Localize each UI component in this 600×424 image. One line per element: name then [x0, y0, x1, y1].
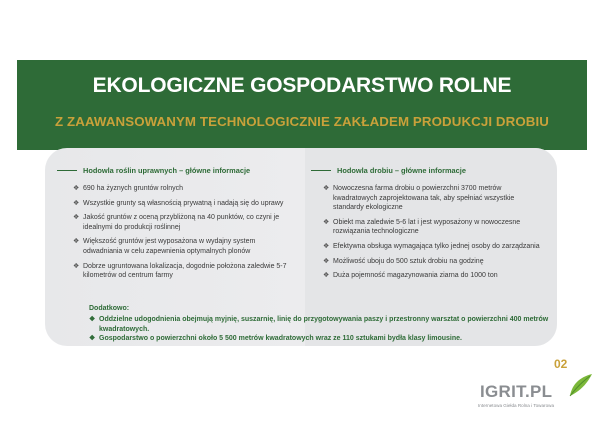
- left-column-heading: [57, 166, 250, 175]
- list-item-text: Duża pojemność magazynowania ziarna do 1000 ton: [333, 272, 498, 280]
- heading-rule: [57, 170, 77, 171]
- right-column-list: [323, 184, 543, 286]
- diamond-bullet-icon: ❖: [323, 218, 330, 226]
- list-item-text: Wszystkie grunty są własnością prywatną i nadają się do uprawy: [83, 199, 284, 207]
- page-number: 02: [554, 357, 568, 371]
- list-item-text: Dobrze ugruntowana lokalizacja, dogodnie położona zaledwie 5-7 kilometrów od centrum farmy: [83, 262, 287, 280]
- list-item-text: Możliwość uboju do 500 sztuk drobiu na godzinę: [333, 257, 484, 265]
- slide-subtitle: Z ZAAWANSOWANYM TECHNOLOGICZNIE ZAKŁADEM PRODUKCJI DROBIU: [55, 114, 549, 129]
- list-item-text: Jakość gruntów z oceną przybliżoną na 40 punktów, co czyni je idealnymi do produkcji roślinnej: [83, 214, 280, 231]
- list-item-text: 690 ha żyznych gruntów rolnych: [83, 185, 183, 192]
- additional-item-text: Gospodarstwo o powierzchni około 5 500 metrów kwadratowych wraz ze 110 sztukami bydła klasy limousine.: [99, 335, 462, 343]
- additional-heading: Dodatkowo:: [89, 305, 130, 312]
- list-item: [323, 184, 543, 213]
- diamond-bullet-icon: ❖: [89, 315, 96, 323]
- igrit-logo: [475, 372, 595, 412]
- list-item: [73, 213, 288, 232]
- list-item: [323, 242, 543, 252]
- list-item: [323, 257, 543, 267]
- diamond-bullet-icon: ❖: [323, 272, 330, 280]
- diamond-bullet-icon: ❖: [323, 257, 330, 265]
- additional-item: [89, 334, 549, 344]
- logo-tagline: Internetowa Giełda Rolna i Towarowa: [478, 403, 555, 408]
- diamond-bullet-icon: ❖: [73, 214, 80, 222]
- diamond-bullet-icon: ❖: [89, 335, 96, 343]
- list-item: [73, 262, 288, 281]
- list-item-text: Efektywna obsługa wymagająca tylko jednej osoby do zarządzania: [333, 242, 540, 250]
- diamond-bullet-icon: ❖: [73, 199, 80, 207]
- heading-rule: [311, 170, 331, 171]
- list-item-text: Nowoczesna farma drobiu o powierzchni 3700 metrów kwadratowych zaprojektowana tak, aby spełniać wszystkie standardy ekologiczne: [333, 185, 515, 212]
- diamond-bullet-icon: ❖: [323, 242, 330, 250]
- list-item: [73, 199, 288, 209]
- additional-info: [89, 304, 549, 344]
- right-heading-text: Hodowla drobiu – główne informacje: [337, 166, 466, 175]
- diamond-bullet-icon: ❖: [73, 262, 80, 270]
- left-heading-text: Hodowla roślin uprawnych – główne informacje: [83, 166, 251, 175]
- diamond-bullet-icon: ❖: [73, 185, 80, 192]
- list-item-text: Obiekt ma zaledwie 5-6 lat i jest wyposażony w nowoczesne rozwiązania technologiczne: [333, 218, 521, 236]
- slide-title: EKOLOGICZNE GOSPODARSTWO ROLNE: [92, 74, 512, 97]
- diamond-bullet-icon: ❖: [323, 185, 330, 192]
- list-item: [323, 218, 543, 237]
- right-column-heading: [311, 166, 466, 175]
- list-item: [73, 184, 288, 194]
- left-column-list: [73, 184, 288, 286]
- list-item-text: Większość gruntów jest wyposażona w wydajny system odwadniania w celu zapewnienia optymalnych plonów: [83, 238, 256, 255]
- list-item: [73, 237, 288, 256]
- list-item: [323, 271, 543, 281]
- diamond-bullet-icon: ❖: [73, 238, 80, 246]
- logo-name: IGRIT.PL: [480, 382, 553, 401]
- leaf-icon: [566, 372, 594, 400]
- additional-item: [89, 315, 549, 335]
- additional-item-text: Oddzielne udogodnienia obejmują myjnię, suszarnię, linię do przygotowywania paszy i przestronny warsztat o powierzchni 400 metrów kwadratowych.: [99, 315, 549, 333]
